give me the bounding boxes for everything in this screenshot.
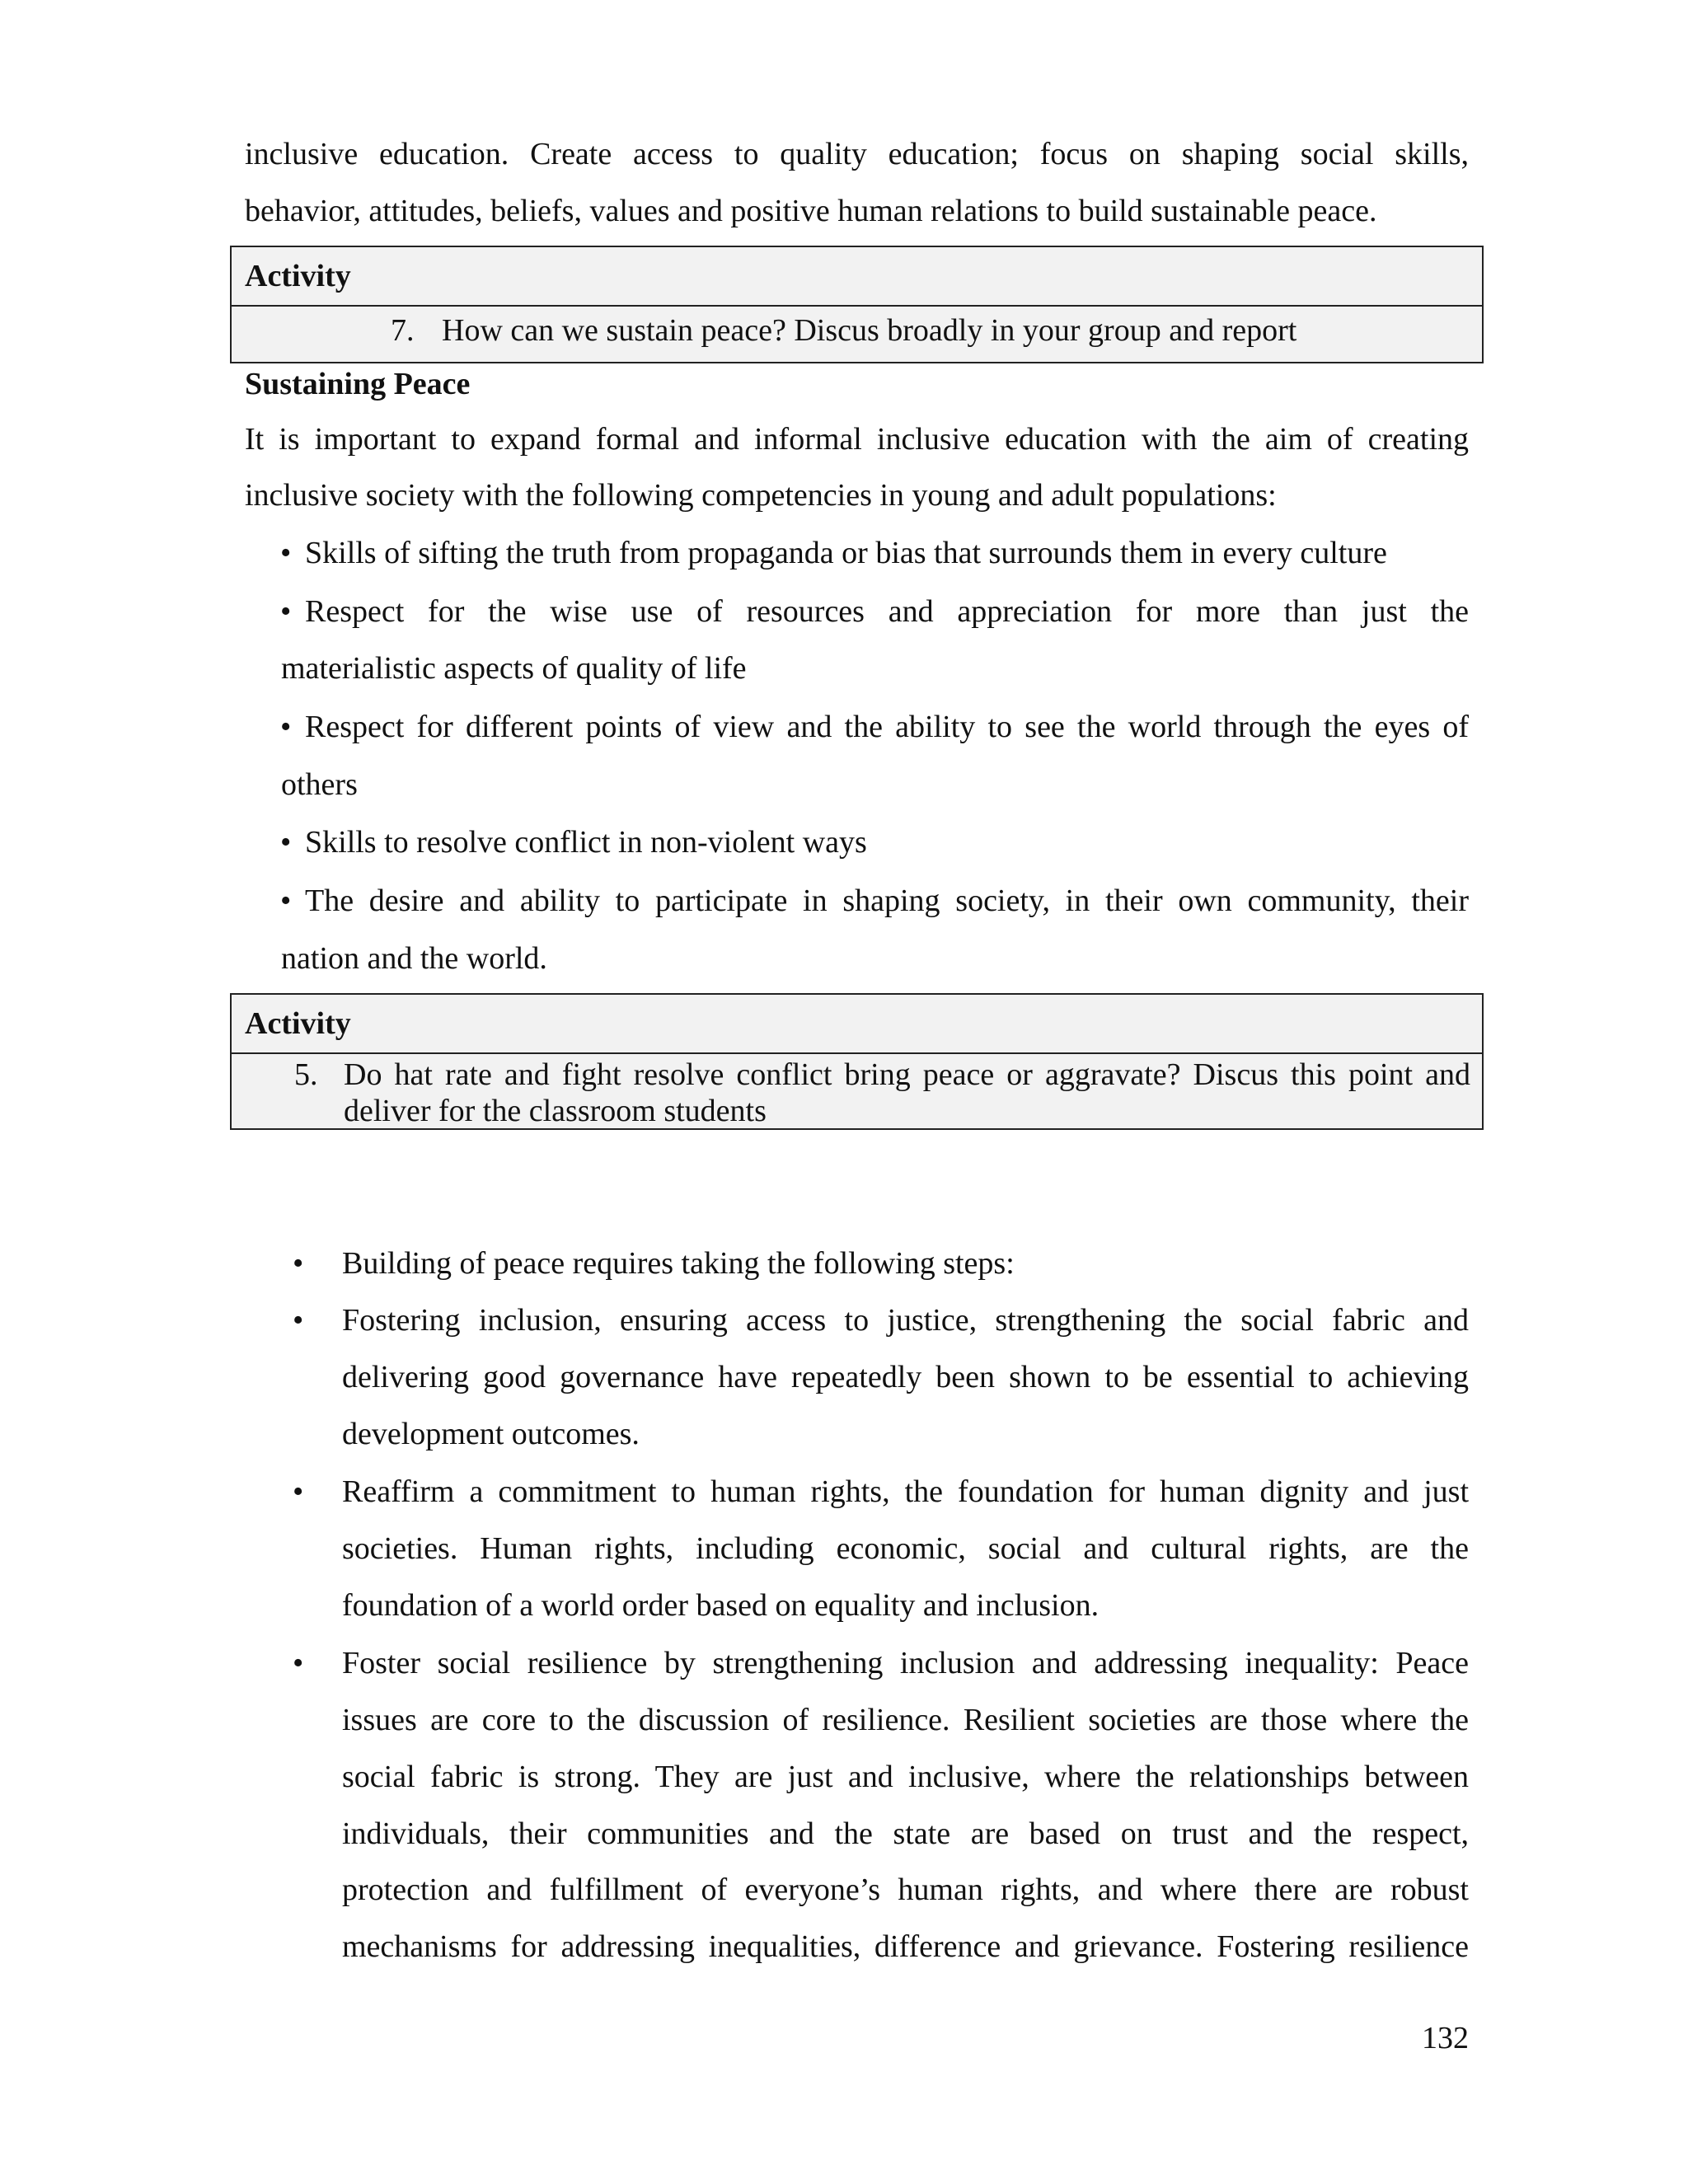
step-item: Reaffirm a commitment to human rights, the foundation for human dignity and just [342,1474,1469,1509]
page-number: 132 [1422,2021,1469,2055]
bullet-icon: • [293,1303,304,1338]
activity-box-1-header [232,247,1482,307]
bullet-icon: • [293,1246,304,1281]
activity-item-number: 5. [294,1057,318,1092]
activity-item-text-continued: deliver for the classroom students [344,1094,767,1128]
section-para-line-1: It is important to expand formal and informal inclusive education with the aim of creating [245,422,1469,457]
step-item: Fostering inclusion, ensuring access to justice, strengthening the social fabric and [342,1303,1469,1338]
competency-item: Skills to resolve conflict in non-violent ways [305,825,867,860]
step-item-continued: individuals, their communities and the state are based on trust and the respect, [342,1816,1469,1851]
competency-item: Respect for different points of view and the ability to see the world through the eyes of [305,710,1469,744]
activity-heading: Activity [245,259,351,293]
step-item: Building of peace requires taking the following steps: [342,1246,1015,1281]
step-item-continued: societies. Human rights, including economic, social and cultural rights, are the [342,1531,1469,1566]
activity-box-2-header [232,995,1482,1054]
step-item-continued: protection and fulfillment of everyone’s human rights, and where there are robust [342,1872,1469,1907]
step-item: Foster social resilience by strengthening inclusion and addressing inequality: Peace [342,1646,1469,1680]
intro-line-2: behavior, attitudes, beliefs, values and positive human relations to build sustainable peace. [245,194,1377,228]
bullet-icon: • [280,594,292,629]
competency-item-continued: nation and the world. [281,941,547,976]
step-item-continued: foundation of a world order based on equality and inclusion. [342,1588,1100,1623]
activity-item-number: 7. [391,313,415,348]
activity-box-2 [230,993,1484,1130]
step-item-continued: issues are core to the discussion of resilience. Resilient societies are those where the [342,1703,1469,1737]
competency-item-continued: materialistic aspects of quality of life [281,651,747,686]
activity-heading: Activity [245,1006,351,1041]
bullet-icon: • [280,825,292,860]
step-item-continued: mechanisms for addressing inequalities, difference and grievance. Fostering resilience [342,1929,1469,1964]
activity-item-text: Do hat rate and fight resolve conflict bring peace or aggravate? Discus this point and [344,1057,1470,1092]
competency-item: Respect for the wise use of resources and appreciation for more than just the [305,594,1469,629]
competency-item: Skills of sifting the truth from propaganda or bias that surrounds them in every culture [305,536,1387,570]
section-para-line-2: inclusive society with the following competencies in young and adult populations: [245,478,1277,513]
step-item-continued: social fabric is strong. They are just and inclusive, where the relationships between [342,1760,1469,1794]
competency-item: The desire and ability to participate in shaping society, in their own community, their [305,883,1469,918]
competency-item-continued: others [281,767,358,802]
bullet-icon: • [280,536,292,570]
bullet-icon: • [280,710,292,744]
activity-item-text: How can we sustain peace? Discus broadly in your group and report [442,313,1297,348]
step-item-continued: delivering good governance have repeatedly been shown to be essential to achieving [342,1360,1469,1394]
bullet-icon: • [293,1646,304,1680]
step-item-continued: development outcomes. [342,1417,640,1451]
bullet-icon: • [293,1474,304,1509]
bullet-icon: • [280,883,292,918]
section-title: Sustaining Peace [245,367,471,401]
activity-box-1 [230,246,1484,363]
intro-line-1: inclusive education. Create access to quality education; focus on shaping social skills, [245,137,1469,171]
